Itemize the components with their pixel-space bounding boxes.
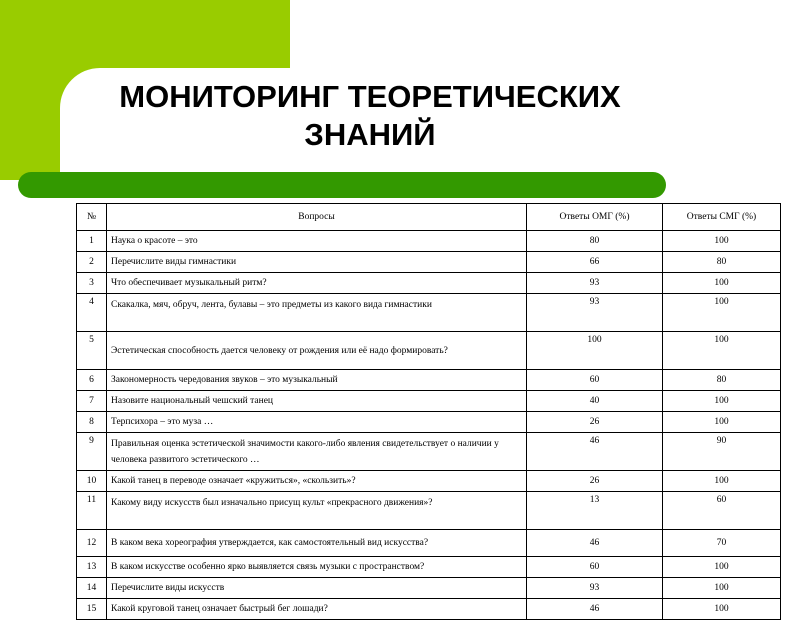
row-question: Назовите национальный чешский танец	[107, 391, 527, 412]
slide-title	[60, 78, 680, 154]
row-smg: 90	[663, 433, 781, 471]
row-omg: 100	[527, 332, 663, 370]
table-row	[77, 252, 781, 273]
row-smg: 100	[663, 273, 781, 294]
table-row	[77, 557, 781, 578]
row-number: 7	[77, 391, 107, 412]
row-number: 4	[77, 294, 107, 332]
table-row	[77, 530, 781, 557]
row-question: Перечислите виды искусств	[107, 578, 527, 599]
table-row	[77, 578, 781, 599]
row-omg: 46	[527, 433, 663, 471]
row-omg: 26	[527, 412, 663, 433]
table-row	[77, 492, 781, 530]
decor-green-bar	[18, 172, 666, 198]
row-number: 5	[77, 332, 107, 370]
row-question: Терпсихора – это муза …	[107, 412, 527, 433]
table-row	[77, 412, 781, 433]
table-row	[77, 391, 781, 412]
row-smg: 100	[663, 391, 781, 412]
row-question: Закономерность чередования звуков – это музыкальный	[107, 370, 527, 391]
row-smg: 100	[663, 599, 781, 620]
row-number: 1	[77, 231, 107, 252]
row-omg: 40	[527, 391, 663, 412]
row-question: Правильная оценка эстетической значимости какого-либо явления свидетельствует о наличии у человека развитого эстетического …	[107, 433, 527, 471]
title-line-1: МОНИТОРИНГ ТЕОРЕТИЧЕСКИХ	[119, 79, 621, 114]
row-question: Наука о красоте – это	[107, 231, 527, 252]
row-number: 6	[77, 370, 107, 391]
row-omg: 93	[527, 578, 663, 599]
title-line-2: ЗНАНИЙ	[304, 117, 436, 152]
row-omg: 60	[527, 370, 663, 391]
row-number: 10	[77, 471, 107, 492]
row-smg: 100	[663, 294, 781, 332]
table-row	[77, 332, 781, 370]
row-omg: 66	[527, 252, 663, 273]
table-row	[77, 231, 781, 252]
row-question: В каком искусстве особенно ярко выявляется связь музыки с пространством?	[107, 557, 527, 578]
row-omg: 60	[527, 557, 663, 578]
header-questions: Вопросы	[107, 204, 527, 231]
row-number: 2	[77, 252, 107, 273]
row-omg: 46	[527, 599, 663, 620]
table-row	[77, 433, 781, 471]
header-omg: Ответы ОМГ (%)	[527, 204, 663, 231]
row-omg: 13	[527, 492, 663, 530]
results-table	[76, 203, 781, 620]
row-number: 12	[77, 530, 107, 557]
row-number: 11	[77, 492, 107, 530]
row-question: Какому виду искусств был изначально присущ культ «прекрасного движения»?	[107, 492, 527, 530]
row-smg: 100	[663, 231, 781, 252]
row-smg: 80	[663, 370, 781, 391]
row-question: Какой танец в переводе означает «кружиться», «скользить»?	[107, 471, 527, 492]
row-omg: 93	[527, 294, 663, 332]
header-smg: Ответы СМГ (%)	[663, 204, 781, 231]
row-question: В каком века хореография утверждается, как самостоятельный вид искусства?	[107, 530, 527, 557]
row-smg: 60	[663, 492, 781, 530]
table-row	[77, 294, 781, 332]
row-smg: 100	[663, 412, 781, 433]
row-smg: 80	[663, 252, 781, 273]
row-smg: 100	[663, 332, 781, 370]
row-question: Что обеспечивает музыкальный ритм?	[107, 273, 527, 294]
row-question: Эстетическая способность дается человеку от рождения или её надо формировать?	[107, 332, 527, 370]
row-number: 9	[77, 433, 107, 471]
row-question: Какой круговой танец означает быстрый бег лошади?	[107, 599, 527, 620]
header-number: №	[77, 204, 107, 231]
table-row	[77, 370, 781, 391]
row-smg: 100	[663, 557, 781, 578]
row-omg: 93	[527, 273, 663, 294]
row-number: 13	[77, 557, 107, 578]
table-row	[77, 471, 781, 492]
row-number: 8	[77, 412, 107, 433]
row-number: 3	[77, 273, 107, 294]
row-omg: 26	[527, 471, 663, 492]
row-question: Перечислите виды гимнастики	[107, 252, 527, 273]
row-smg: 100	[663, 471, 781, 492]
table-header-row	[77, 204, 781, 231]
row-smg: 70	[663, 530, 781, 557]
table-row	[77, 273, 781, 294]
results-table-container	[76, 203, 780, 620]
table-row	[77, 599, 781, 620]
row-smg: 100	[663, 578, 781, 599]
row-number: 14	[77, 578, 107, 599]
row-number: 15	[77, 599, 107, 620]
row-omg: 80	[527, 231, 663, 252]
row-omg: 46	[527, 530, 663, 557]
row-question: Скакалка, мяч, обруч, лента, булавы – это предметы из какого вида гимнастики	[107, 294, 527, 332]
